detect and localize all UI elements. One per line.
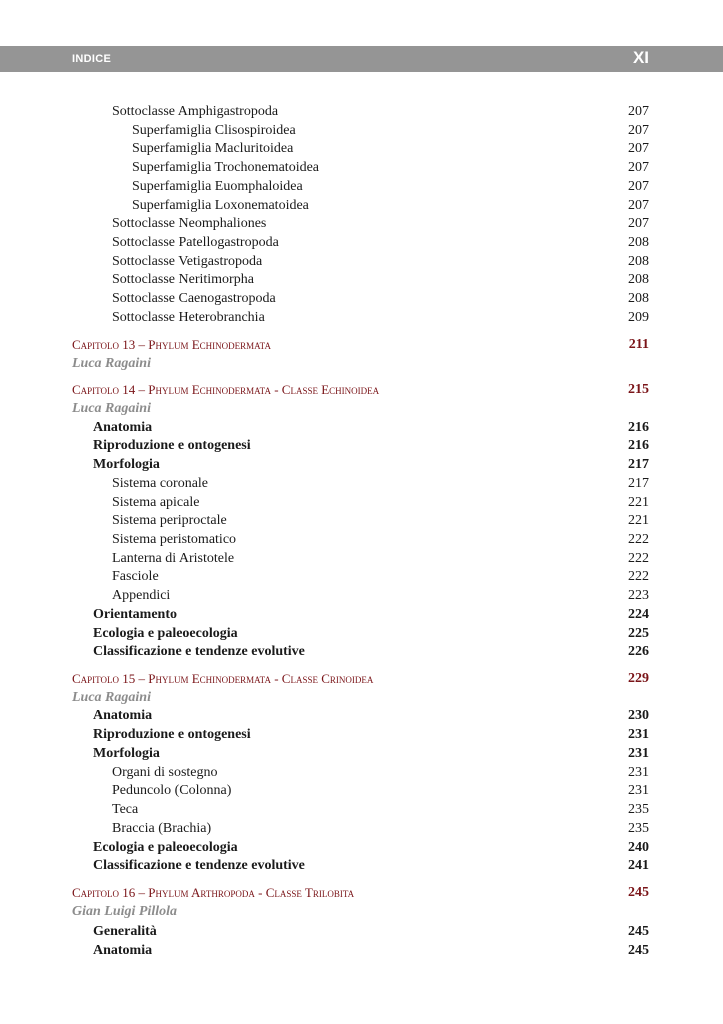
- entry-label: Sistema periproctale: [112, 513, 227, 528]
- entry-page-number: 208: [628, 254, 649, 269]
- entry-page-number: 231: [628, 727, 649, 742]
- toc-entry: [0, 586, 723, 605]
- entry-page-number: 231: [628, 746, 649, 761]
- entry-label: Capitolo 15 – Phylum Echinodermata - Classe Crinoidea: [72, 671, 374, 686]
- entry-page-number: 230: [628, 708, 649, 723]
- entry-page-number: 207: [628, 179, 649, 194]
- entry-label: Ecologia e paleoecologia: [93, 626, 238, 641]
- entry-page-number: 221: [628, 513, 649, 528]
- entry-label: Riproduzione e ontogenesi: [93, 438, 251, 453]
- toc-entry: [0, 196, 723, 215]
- entry-page-number: 208: [628, 235, 649, 250]
- running-header-title: INDICE: [72, 53, 112, 65]
- entry-page-number: 217: [628, 476, 649, 491]
- toc-entry: [0, 214, 723, 233]
- entry-label: Generalità: [93, 924, 157, 939]
- toc-entry: [0, 493, 723, 512]
- entry-page-number: 231: [628, 783, 649, 798]
- entry-label: Capitolo 13 – Phylum Echinodermata: [72, 337, 271, 352]
- toc-entry: [0, 605, 723, 624]
- chapter-entry: [0, 883, 723, 902]
- entry-label: Superfamiglia Loxonematoidea: [132, 198, 309, 213]
- entry-label: Sistema coronale: [112, 476, 209, 491]
- entry-label: Sistema apicale: [112, 495, 200, 510]
- entry-label: Lanterna di Aristotele: [112, 551, 235, 566]
- entry-page-number: 225: [628, 626, 649, 641]
- entry-label: Ecologia e paleoecologia: [93, 840, 238, 855]
- entry-label: Superfamiglia Trochonematoidea: [132, 160, 320, 175]
- entry-page-number: 245: [628, 924, 649, 939]
- author-line: [0, 399, 723, 418]
- entry-page-number: 216: [628, 438, 649, 453]
- toc-entry: [0, 624, 723, 643]
- entry-page-number: 215: [628, 382, 649, 397]
- entry-page-number: 208: [628, 291, 649, 306]
- entry-label: Anatomia: [93, 708, 153, 723]
- entry-page-number: 207: [628, 123, 649, 138]
- entry-page-number: 240: [628, 840, 649, 855]
- entry-label: Luca Ragaini: [72, 356, 151, 371]
- author-line: [0, 688, 723, 707]
- entry-label: Sottoclasse Heterobranchia: [112, 310, 265, 325]
- chapter-entry: [0, 380, 723, 399]
- toc-entry: [0, 642, 723, 661]
- entry-label: Anatomia: [93, 943, 153, 958]
- toc-entry: [0, 270, 723, 289]
- toc-entry: [0, 289, 723, 308]
- entry-label: Sottoclasse Caenogastropoda: [112, 291, 276, 306]
- entry-page-number: 235: [628, 821, 649, 836]
- entry-label: Superfamiglia Macluritoidea: [132, 141, 294, 156]
- toc-entry: [0, 418, 723, 437]
- entry-page-number: 209: [628, 310, 649, 325]
- author-line: [0, 902, 723, 921]
- running-header: [0, 46, 723, 72]
- toc-entry: [0, 233, 723, 252]
- toc-entry: [0, 856, 723, 875]
- entry-page-number: 231: [628, 765, 649, 780]
- entry-label: Capitolo 14 – Phylum Echinodermata - Classe Echinoidea: [72, 382, 380, 397]
- toc-entry: [0, 819, 723, 838]
- entry-label: Riproduzione e ontogenesi: [93, 727, 251, 742]
- entry-label: Sottoclasse Neritimorpha: [112, 272, 254, 287]
- entry-label: Sistema peristomatico: [112, 532, 237, 547]
- entry-page-number: 211: [628, 337, 649, 352]
- entry-label: Luca Ragaini: [72, 401, 151, 416]
- entry-page-number: 221: [628, 495, 649, 510]
- toc-entry: [0, 744, 723, 763]
- entry-page-number: 226: [628, 644, 649, 659]
- entry-page-number: 222: [628, 569, 649, 584]
- toc-entry: [0, 725, 723, 744]
- toc-entry: [0, 567, 723, 586]
- toc-entry: [0, 511, 723, 530]
- entry-label: Morfologia: [93, 457, 160, 472]
- entry-label: Superfamiglia Euomphaloidea: [132, 179, 303, 194]
- entry-label: Teca: [112, 802, 139, 817]
- chapter-entry: [0, 669, 723, 688]
- entry-page-number: 208: [628, 272, 649, 287]
- toc-entry: [0, 308, 723, 327]
- toc-entry: [0, 474, 723, 493]
- toc-entry: [0, 455, 723, 474]
- toc-entry: [0, 436, 723, 455]
- chapter-entry: [0, 335, 723, 354]
- entry-label: Classificazione e tendenze evolutive: [93, 858, 305, 873]
- toc-entry: [0, 922, 723, 941]
- entry-page-number: 222: [628, 551, 649, 566]
- toc-entry: [0, 781, 723, 800]
- entry-label: Peduncolo (Colonna): [112, 783, 232, 798]
- entry-page-number: 207: [628, 104, 649, 119]
- toc-entry: [0, 800, 723, 819]
- entry-label: Sottoclasse Neomphaliones: [112, 216, 267, 231]
- entry-page-number: 229: [628, 671, 649, 686]
- entry-page-number: 217: [628, 457, 649, 472]
- entry-label: Fasciole: [112, 569, 159, 584]
- entry-label: Braccia (Brachia): [112, 821, 212, 836]
- entry-label: Classificazione e tendenze evolutive: [93, 644, 305, 659]
- entry-page-number: 241: [628, 858, 649, 873]
- toc-entry: [0, 158, 723, 177]
- author-line: [0, 354, 723, 373]
- entry-label: Sottoclasse Amphigastropoda: [112, 104, 279, 119]
- toc-entry: [0, 838, 723, 857]
- entry-page-number: 245: [628, 943, 649, 958]
- entry-label: Anatomia: [93, 420, 153, 435]
- toc-entry: [0, 177, 723, 196]
- page-number: XI: [632, 48, 649, 67]
- entry-page-number: 207: [628, 216, 649, 231]
- toc-entry: [0, 763, 723, 782]
- entry-page-number: 224: [628, 607, 649, 622]
- entry-label: Luca Ragaini: [72, 690, 151, 705]
- entry-page-number: 245: [628, 885, 649, 900]
- entry-page-number: 207: [628, 160, 649, 175]
- toc-entry: [0, 549, 723, 568]
- entry-page-number: 235: [628, 802, 649, 817]
- entry-label: Organi di sostegno: [112, 765, 218, 780]
- entry-page-number: 223: [628, 588, 649, 603]
- entry-page-number: 216: [628, 420, 649, 435]
- entry-label: Sottoclasse Patellogastropoda: [112, 235, 279, 250]
- toc-entry: [0, 121, 723, 140]
- entry-label: Sottoclasse Vetigastropoda: [112, 254, 263, 269]
- entry-label: Orientamento: [93, 607, 177, 622]
- toc-entry: [0, 706, 723, 725]
- toc-entry: [0, 530, 723, 549]
- toc-entry: [0, 139, 723, 158]
- entry-label: Morfologia: [93, 746, 160, 761]
- entry-label: Gian Luigi Pillola: [72, 904, 178, 919]
- entry-page-number: 222: [628, 532, 649, 547]
- entry-label: Appendici: [112, 588, 171, 603]
- toc-entry: [0, 102, 723, 121]
- toc-entry: [0, 252, 723, 271]
- entry-label: Capitolo 16 – Phylum Arthropoda - Classe Trilobita: [72, 885, 355, 900]
- toc-entry: [0, 941, 723, 960]
- entry-page-number: 207: [628, 141, 649, 156]
- entry-page-number: 207: [628, 198, 649, 213]
- entry-label: Superfamiglia Clisospiroidea: [132, 123, 296, 138]
